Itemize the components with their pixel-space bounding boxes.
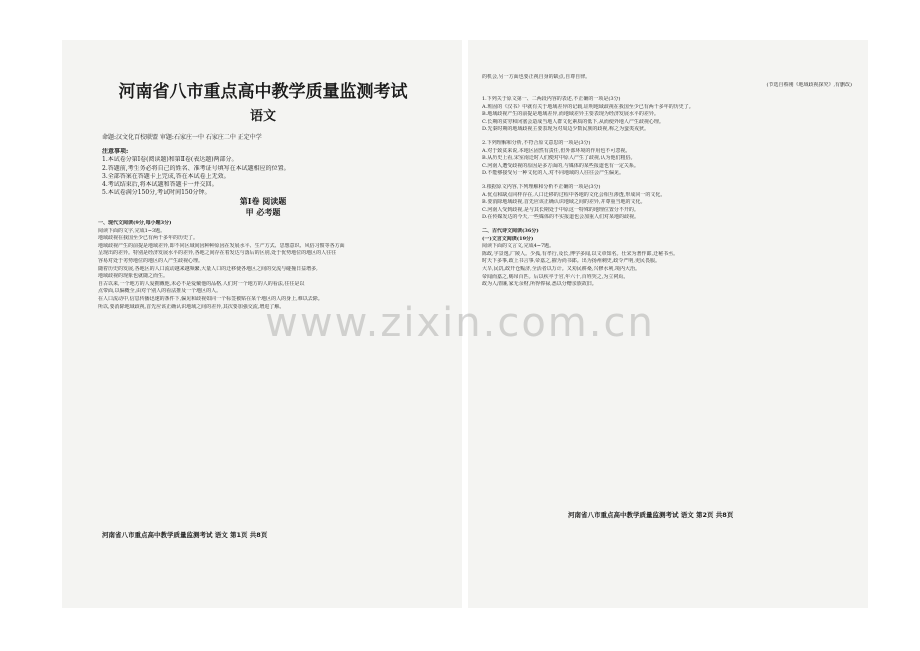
option-c: C.河南人遭受歧视的原因是多方面的,与媒体的某些报道也有一定关系。: [482, 162, 639, 169]
question-block-2: [482, 140, 852, 178]
note-line: 2.答题前,考生务必将自己的姓名、准考证号填写在本试题相应的位置。: [102, 164, 290, 172]
passage-line: 所以,要消除地域歧视,首先应该正确认识地域之间的差异,其次要加强交流,增进了解。: [98, 303, 285, 310]
author-line: 命题:汉文化百校联盟 审题:石家庄一中 石家庄二中 正定中学: [102, 134, 262, 141]
part-heading: 一、现代文阅读(9分,每小题3分): [98, 220, 172, 226]
option-d: D.先秦时期的地域歧视主要表现为对周边少数民族的歧视,称之为蛮夷戎狄。: [482, 126, 650, 133]
option-b: B.从历史上看,宋室南迁时人们便对中原人产生了歧视,认为他们粗俗。: [482, 155, 636, 162]
continued-line: 的机会,另一方面也要正视自身的缺点,自尊自律。: [482, 74, 591, 80]
option-d: D.在传媒发达的今天,一些媒体的不实报道也会加重人们对某地的歧视。: [482, 214, 640, 221]
site-watermark: www.zixin.com.cn: [265, 300, 655, 346]
note-line: 4.考试结束后,将本试题和答题卡一并交回。: [102, 181, 218, 189]
classical-line: 帝闻而嘉之,赐帛百匹。后以疾卒于官,年六十,百姓哭之,为立祠焉。: [482, 273, 629, 280]
passage-line: 在人口流动中,信息传播迅速的条件下,偏见和歧视如同一个标签被贴在某个地区的人的身上,难以去除。: [98, 295, 323, 302]
classical-line: 大旱,民饥,政开仓赈济,全活者以万计。又劝民耕桑,兴修水利,境内大治。: [482, 265, 640, 272]
instruction: 阅读下面的文字,完成1~3题。: [98, 227, 166, 234]
passage-line: 呈现出的差异。特别是经济发展水平的差异,各地之间存在着发达与落后的区别,处于优势地位的地区的人往往: [98, 250, 337, 257]
passage-line: 随着历史的发展,各地区的人口流动越来越频繁,大量人口的迁移使各地区之间的交流与碰撞日益增多,: [98, 265, 318, 272]
part-heading: 二、古代诗文阅读(36分): [482, 228, 539, 234]
note-line: 1.本试卷分第Ⅰ卷(阅读题)和第Ⅱ卷(表达题)两部分。: [102, 156, 238, 164]
option-a: A.优点和缺点同样存在,人口迁移的过程中各地的文化会相互渗透,形成同一的文化。: [482, 191, 666, 198]
citation: (节选自蔡刚《地域歧视探究》,有删改): [766, 82, 852, 88]
option-a: A.班固的《汉书》中就有关于地域差异的记载,证明地域歧视在我国至少已有两千多年的历史了。: [482, 103, 694, 110]
exam-title: 河南省八市重点高中教学质量监测考试: [118, 82, 408, 102]
note-line: 5.本试卷满分150分,考试时间150分钟。: [102, 189, 211, 197]
notes-heading: 注意事项:: [102, 148, 129, 155]
page-footer: 河南省八市重点高中教学质量监测考试 语文 第1页 共8页: [102, 531, 268, 539]
option-b: B.地域歧视产生的前提是地域差异,而地域差异主要表现为经济发展水平的差异。: [482, 111, 659, 118]
volume-heading: 第Ⅰ卷 阅读题: [239, 196, 287, 206]
classical-reading: [482, 228, 852, 289]
instruction: 阅读下面的文言文,完成4~7题。: [482, 243, 555, 250]
question-block-1: [482, 96, 852, 134]
question-stem: 2.下列理解和分析,不符合原文意思的一项是(3分): [482, 140, 591, 146]
note-line: 3.全部答案在答题卡上完成,答在本试卷上无效。: [102, 172, 230, 180]
section-heading: 甲 必考题: [245, 207, 281, 217]
option-a: A.对于致贫来说,本地区固然有责任,但外部环境的作用也不可忽视。: [482, 147, 631, 154]
previous-page-end: [482, 74, 852, 82]
option-c: C.长期的贫穷和闭塞会造成当地人群文化素质的低下,从而使外地人产生歧视心理。: [482, 118, 664, 125]
classical-line: 陈政,字景逸,广陵人。少孤,有孝行,及长,博学多闻,以文章知名。仕宋为著作郎,迁秘书丞。: [482, 250, 679, 257]
option-d: D.不能够接受另一种文化的人,对不同地域的人往往会产生偏见。: [482, 170, 625, 177]
passage-line: 地域歧视产生的前提是地域差异,即不同区域间因种种原因在发展水平、生产方式、思想意识、风俗习惯等各方面: [98, 242, 345, 249]
passage-line: 容易对处于劣势地位的地区的人产生歧视心理。: [98, 257, 204, 264]
passage-line: 地域歧视在我国至少已有两千多年的历史了。: [98, 235, 199, 242]
passage-line: 点带面,以偏概全,由对个别人的看法推及一个地区的人。: [98, 288, 222, 295]
classical-line: 时天下多事,政上书言事,帝嘉之,擢为尚书郎。出为扬州刺史,政令严明,吏民畏服。: [482, 258, 660, 265]
reading-passage: [98, 220, 432, 311]
source-citation: [682, 82, 852, 90]
question-stem: 3.根据原文内容,下列理解和分析不正确的一项是(3分): [482, 184, 601, 190]
passage-line: 自古以来,一个地方的人爱拥戴他,未必不是爱戴他的品格,人们对一个地方的人的看法,往往是以: [98, 280, 305, 287]
sub-heading: (一)文言文阅读(19分): [482, 235, 534, 242]
passage-line: 地域歧视的现象也就随之而生。: [98, 273, 169, 280]
subject-label: 语文: [249, 109, 276, 124]
option-c: C.河南人受到歧视,是与其长期处于中原这一特殊的地理位置分不开的。: [482, 206, 639, 213]
classical-line: 政为人清廉,家无余财,所得俸禄,悉以分赠亲族故旧。: [482, 281, 597, 288]
exam-notes: [102, 148, 290, 198]
option-b: B.要消除地域歧视,首先应该正确认识地域之间的差异,并尊重当地的文化。: [482, 199, 646, 206]
question-stem: 1.下列关于原文第一、二两段内容的表述,不正确的一项是(3分): [482, 96, 621, 102]
page-footer: 河南省八市重点高中教学质量监测考试 语文 第2页 共8页: [568, 511, 734, 519]
question-block-3: [482, 184, 852, 222]
